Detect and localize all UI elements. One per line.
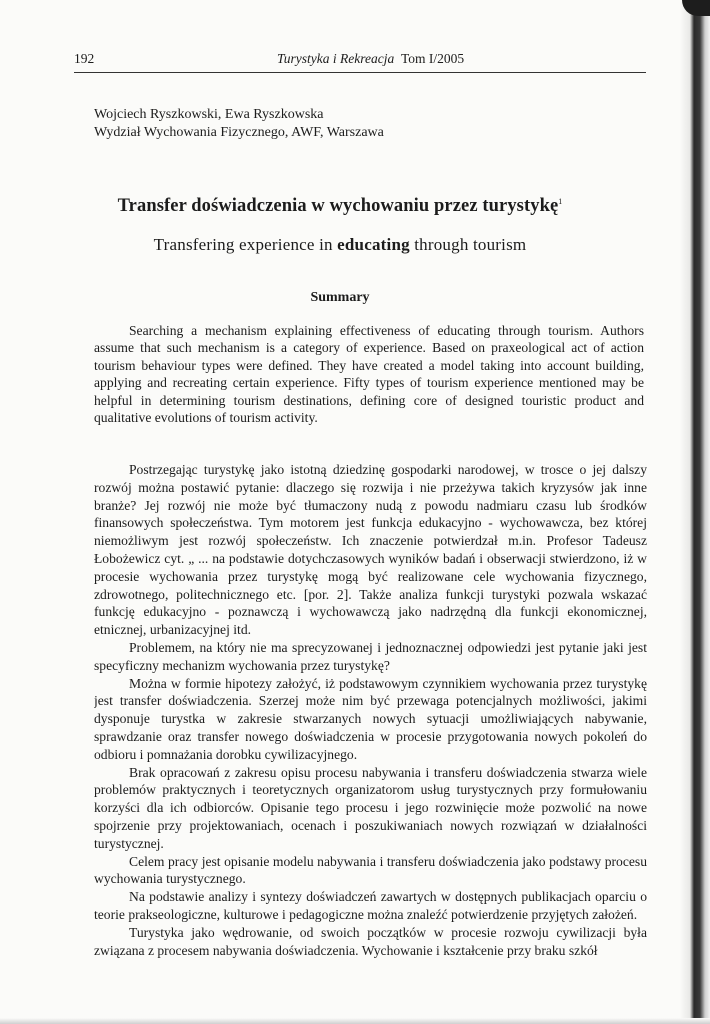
summary-text: Searching a mechanism explaining effectiveness of educating through tourism. Authors assume that such mechanism is a category of experience. Based on praxeological act of action tourism behaviour types were defined. They have created a model taking into account building, applying and recreating certain experience. Fifty types of tourism experience mentioned may be helpful in determining tourism destinations, defining core of designed touristic product and qualitative evolutions of tourism activity.	[94, 323, 644, 426]
body-paragraph: Można w formie hipotezy założyć, iż podstawowym czynnikiem wychowania przez turystykę jest transfer doświadczenia. Szerzej może nim być przewaga potencjalnych możliwości, jakimi dysponuje turystka w zakresie stwarzanych nowych sytuacji umożliwiających nabywanie, sprawdzanie oraz transfer nowego doświadczenia w procesie przygotowania nowych pokoleń do odbioru i pomnażania dorobku cywilizacyjnego.	[94, 675, 647, 762]
header-rule	[74, 72, 646, 73]
body-text	[94, 461, 647, 959]
body-paragraph: Postrzegając turystykę jako istotną dziedzinę gospodarki narodowej, w trosce o jej dalszy rozwój można postawić pytanie: dlaczego się rozwija i nie przeżywa takich kryzysów jak inne branże? Jej rozwój nie może być tłumaczony nudą z powodu nadmiaru czasu lub środków finansowych społeczeństwa. Tym motorem jest funkcja edukacyjno - wychowawcza, bez której niemożliwym jest rozwój społeczeństw. Ich znaczenie potwierdzał m.in. Profesor Tadeusz Łobożewicz cyt. „ ... na podstawie dotychczasowych wyników badań i obserwacji stwierdzono, iż w procesie wychowania przez turystykę mogą być realizowane cele wychowania fizycznego, zdrowotnego, politechnicznego etc. [por. 2]. Także analiza funkcji turystyki pozwala wskazać funkcję edukacyjno - poznawczą i wychowawczą jako nadrzędną dla funkcji ekonomicznej, etnicznej, urbanizacyjnej itd.	[94, 462, 647, 638]
page-number: 192	[74, 51, 95, 66]
author-block	[94, 106, 594, 142]
title-english-bold: educating	[337, 235, 410, 254]
title-polish-text: Transfer doświadczenia w wychowaniu przez turystykę	[117, 196, 559, 216]
body-paragraph: Turystyka jako wędrowanie, od swoich początków w procesie rozwoju cywilizacji była związana z procesem nabywania doświadczenia. Wychowanie i kształcenie przy braku szkół	[94, 924, 647, 958]
running-header	[74, 51, 646, 73]
body-paragraph: Brak opracowań z zakresu opisu procesu nabywania i transferu doświadczenia stwarza wiele problemów praktycznych i teoretycznych organizatorom usług turystycznych przy formułowaniu korzyści dla ich odbiorców. Opisanie tego procesu i jego rozwinięcie może pozwolić na nowe spojrzenie przy projektowaniach, ocenach i poszukiwaniach nowych rozwiązań w działalności turystycznej.	[94, 764, 647, 851]
footnote-mark: 1	[558, 196, 563, 206]
page-binding-edge	[680, 0, 710, 1024]
body-paragraph: Celem pracy jest opisanie modelu nabywania i transferu doświadczenia jako podstawy procesu wychowania turystycznego.	[94, 853, 647, 887]
title-english-part2: through tourism	[409, 235, 527, 254]
author-names: Wojciech Ryszkowski, Ewa Ryszkowska	[94, 107, 324, 122]
summary-abstract	[94, 322, 644, 426]
author-affiliation: Wydział Wychowania Fizycznego, AWF, Warszawa	[94, 125, 384, 140]
title-english	[40, 235, 640, 255]
volume-number: Tom I/2005	[401, 51, 465, 66]
title-polish	[40, 196, 640, 217]
summary-heading: Summary	[310, 290, 370, 305]
body-paragraph: Problemem, na który nie ma sprecyzowanej i jednoznacznej odpowiedzi jest pytanie jaki jest specyficzny mechanizm wychowania przez turystykę?	[94, 639, 647, 673]
body-paragraph: Na podstawie analizy i syntezy doświadczeń zawartych w dostępnych publikacjach oparciu o teorie prakseologiczne, kulturowe i pedagogiczne można znaleźć potwierdzenie przyjętych założeń.	[94, 889, 647, 922]
title-english-part1: Transfering experience in	[153, 235, 338, 254]
journal-title: Turystyka i Rekreacja	[277, 51, 395, 66]
page-bottom-edge	[0, 1018, 710, 1024]
